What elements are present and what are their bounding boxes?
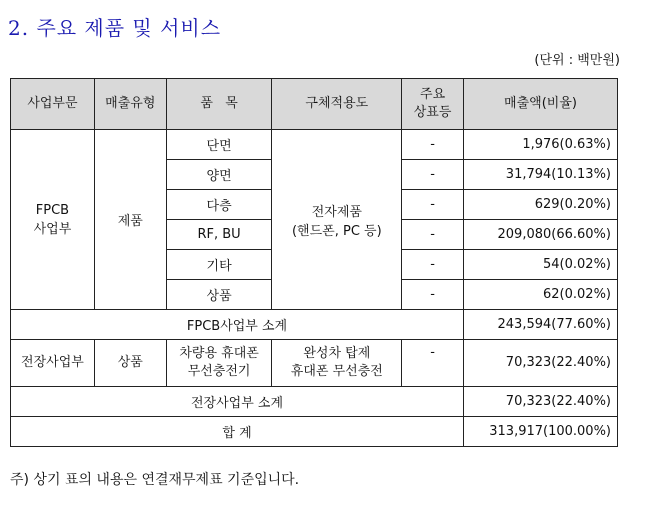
- brand-cell: -: [402, 250, 464, 280]
- electronics-item-line2: 무선충전기: [187, 364, 251, 379]
- header-item: 품 목: [166, 79, 272, 130]
- sales-cell: 31,794(10.13%): [464, 160, 618, 190]
- footnote: 주) 상기 표의 내용은 연결재무제표 기준입니다.: [10, 472, 300, 488]
- item-cell: 다층: [166, 190, 272, 220]
- electronics-usage-line1: 완성차 탑제: [303, 346, 371, 361]
- header-brand-line2: 상표등: [413, 105, 452, 120]
- header-sales: 매출액(비율): [464, 79, 618, 130]
- total-value: 313,917(100.00%): [464, 417, 618, 447]
- electronics-usage-line2: 휴대폰 무선충전: [290, 364, 383, 379]
- electronics-usage-cell: [272, 340, 402, 387]
- electronics-row: [11, 340, 618, 387]
- sales-cell: 1,976(0.63%): [464, 130, 618, 160]
- sales-cell: 209,080(66.60%): [464, 220, 618, 250]
- fpcb-subtotal-row: [11, 310, 618, 340]
- section-title: 2. 주요 제품 및 서비스: [8, 16, 222, 40]
- sales-cell: 62(0.02%): [464, 280, 618, 310]
- electronics-brand-cell: -: [402, 340, 464, 387]
- electronics-item-cell: [166, 340, 272, 387]
- electronics-sales-cell: 70,323(22.40%): [464, 340, 618, 387]
- header-brand: [402, 79, 464, 130]
- table-row: [11, 130, 618, 160]
- electronics-item-line1: 차량용 휴대폰: [179, 346, 259, 361]
- brand-cell: -: [402, 160, 464, 190]
- electronics-sales-type-cell: 상품: [94, 340, 166, 387]
- electronics-subtotal-row: [11, 387, 618, 417]
- table-header-row: [11, 79, 618, 130]
- fpcb-usage-line1: 전자제품: [311, 204, 362, 220]
- fpcb-division-line1: FPCB: [35, 202, 70, 218]
- item-cell: 단면: [166, 130, 272, 160]
- sales-cell: 54(0.02%): [464, 250, 618, 280]
- fpcb-usage-line2: (핸드폰, PC 등): [291, 223, 382, 239]
- fpcb-division-cell: [11, 130, 95, 310]
- fpcb-sales-type-cell: 제품: [94, 130, 166, 310]
- electronics-subtotal-value: 70,323(22.40%): [464, 387, 618, 417]
- brand-cell: -: [402, 220, 464, 250]
- fpcb-subtotal-label: FPCB사업부 소계: [11, 310, 464, 340]
- electronics-subtotal-label: 전장사업부 소계: [11, 387, 464, 417]
- item-cell: 기타: [166, 250, 272, 280]
- total-label: 합 계: [11, 417, 464, 447]
- unit-label: (단위 : 백만원): [534, 53, 620, 68]
- products-table: [10, 78, 618, 447]
- header-sales-type: 매출유형: [94, 79, 166, 130]
- header-brand-line1: 주요: [420, 87, 446, 102]
- header-usage: 구체적용도: [272, 79, 402, 130]
- header-division: 사업부문: [11, 79, 95, 130]
- sales-cell: 629(0.20%): [464, 190, 618, 220]
- brand-cell: -: [402, 280, 464, 310]
- fpcb-usage-cell: [272, 130, 402, 310]
- item-cell: 양면: [166, 160, 272, 190]
- brand-cell: -: [402, 190, 464, 220]
- fpcb-division-line2: 사업부: [33, 221, 72, 237]
- item-cell: RF, BU: [166, 220, 272, 250]
- item-cell: 상품: [166, 280, 272, 310]
- brand-cell: -: [402, 130, 464, 160]
- fpcb-subtotal-value: 243,594(77.60%): [464, 310, 618, 340]
- electronics-division-cell: 전장사업부: [11, 340, 95, 387]
- total-row: [11, 417, 618, 447]
